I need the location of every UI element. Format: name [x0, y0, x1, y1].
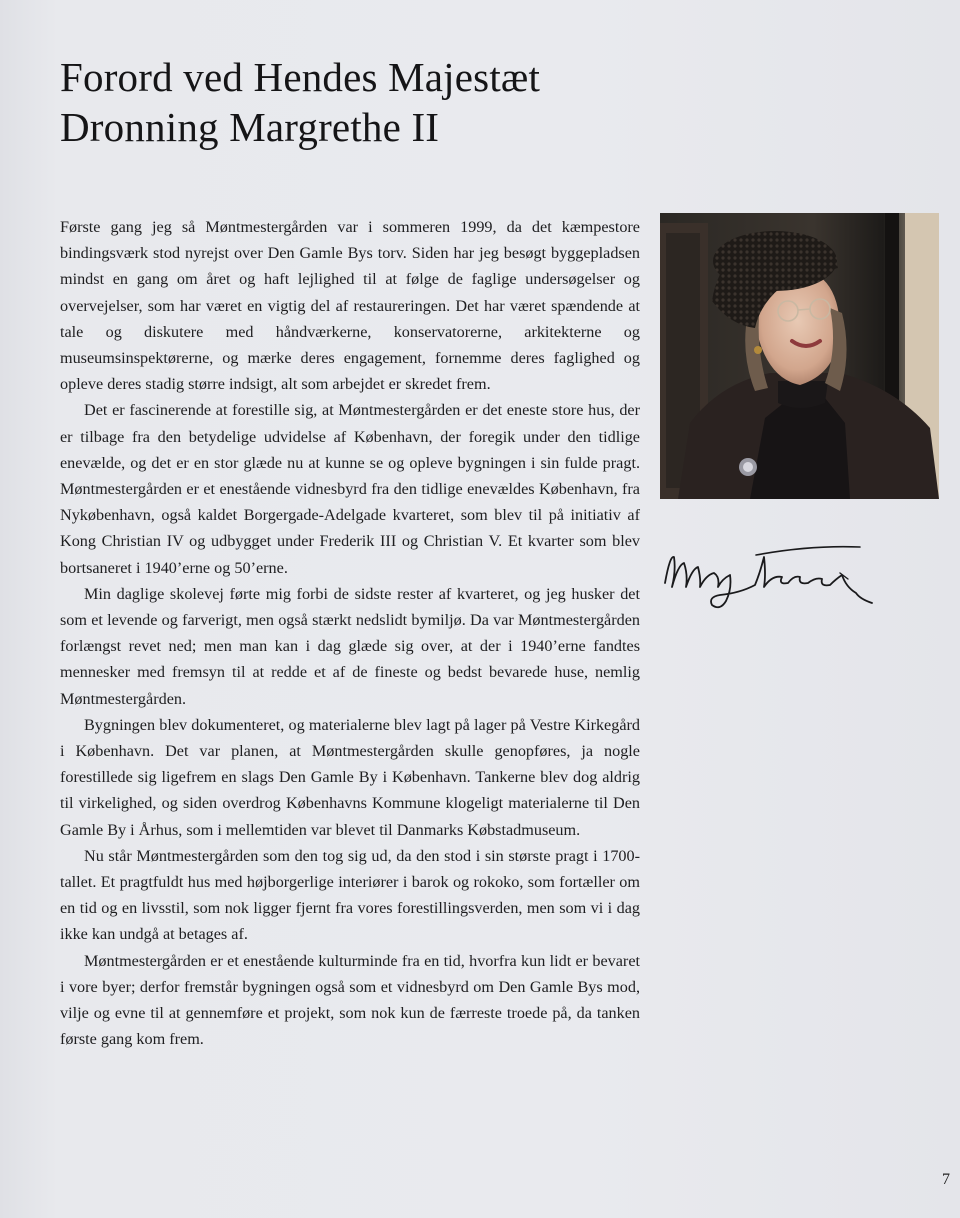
paragraph-6: Møntmestergården er et enestående kulturminde fra en tid, hvorfra kun lidt er bevaret i vore byer; derfor fremstår bygningen også som et vidnesbyrd om Den Gamle Bys mod, vilje og evne til at gennemføre et projekt, som nok kun de færreste troede på, da tanken første gang kom frem.: [60, 951, 640, 1049]
title-line-2: Dronning Margrethe II: [60, 104, 440, 150]
paragraph-3: Min daglige skolevej førte mig forbi de sidste rester af kvarteret, og jeg husker det som et levende og farverigt, men også stærkt nedslidt bymiljø. Da var Møntmestergården forlængst revet ned; men man kan i dag glæde sig over, at der i 1940’erne fandtes mennesker med fremsyn til at redde et af de fineste og bedst bevarede huse, nemlig Møntmestergården.: [60, 584, 640, 708]
page-number: 7: [942, 1171, 950, 1188]
page-title: [60, 52, 540, 152]
paragraph-1: Første gang jeg så Møntmestergården var i sommeren 1999, da det kæmpestore bindingsværk stod nyrejst over Den Gamle Bys torv. Siden har jeg besøgt byggepladsen mindst en gang om året og haft lejlighed til at følge de faglige undersøgelser og overvejelser, som har været en vigtig del af restaureringen. Det har været spændende at tale og diskutere med håndværkerne, konservatorerne, arkitekterne og museumsinspektørerne, og mærke deres engagement, fornemme deres faglighed og opleve deres stadig større indsigt, alt som arbejdet er skredet frem.: [60, 218, 640, 394]
foreword-text: [60, 214, 640, 1053]
signature-icon: [660, 535, 880, 615]
portrait-icon: [660, 213, 939, 499]
title-line-1: Forord ved Hendes Majestæt: [60, 54, 541, 100]
portrait-photo: [660, 213, 939, 499]
paragraph-5: Nu står Møntmestergården som den tog sig ud, da den stod i sin største pragt i 1700-tallet. Et pragtfuldt hus med højborgerlige interiører i barok og rokoko, som fortæller om en tid og en livsstil, som nok ligger fjernt fra vores forestillingsverden, men som vi i dag ikke kan undgå at betages af.: [60, 846, 640, 944]
paragraph-4: Bygningen blev dokumenteret, og materialerne blev lagt på lager på Vestre Kirkegård i København. Det var planen, at Møntmestergården skulle genopføres, ja nogle forestillede sig ligefrem en slags Den Gamle By i København. Tankerne blev dog aldrig til virkelighed, og siden overdrog Københavns Kommune klogeligt materialerne til Den Gamle By i Århus, som i mellemtiden var blevet til Danmarks Købstadmuseum.: [60, 715, 640, 839]
paragraph-2: Det er fascinerende at forestille sig, at Møntmestergården er det eneste store hus, der er tilbage fra den betydelige udvidelse af København, der foregik under den tidlige enevælde, og det er en stor glæde nu at kunne se og opleve bygningen i sin fulde pragt. Møntmestergården er et enestående vidnesbyrd fra den tidlige enevældes København, fra Nykøbenhavn, også kaldet Borgergade-Adelgade kvarteret, som blev til på initiativ af Kong Christian IV og udbygget under Frederik III og Christian V. Et kvarter som blev bortsaneret i 1940’erne og 50’erne.: [60, 401, 640, 577]
signature: [660, 535, 880, 615]
